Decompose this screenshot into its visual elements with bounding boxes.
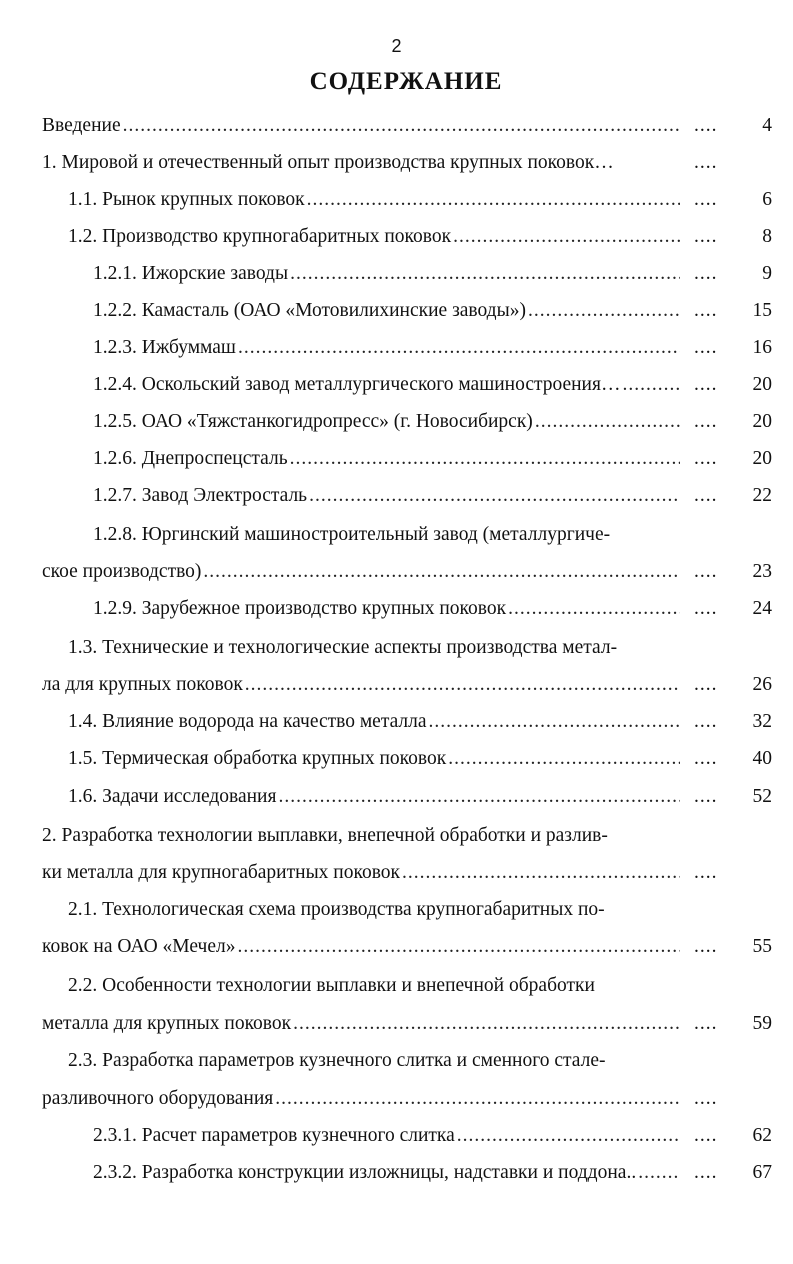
toc-entry-1-2-9[interactable] — [93, 595, 682, 623]
toc-entry-2-2[interactable]: 2.2. Особенности технологии выплавки и внепечной обработки — [68, 975, 595, 996]
toc-entry-1-2-2[interactable] — [93, 297, 682, 325]
toc-entry-text: Введение — [42, 115, 121, 136]
toc-entry-text: 1.2. Производство крупногабаритных поковок — [68, 226, 452, 247]
toc-dots: .... — [694, 674, 718, 695]
toc-entry-text: 1.5. Термическая обработка крупных поковок — [68, 748, 447, 769]
toc-dots: .... — [694, 226, 718, 247]
toc-page: 67 — [752, 1162, 772, 1183]
toc-entry-text: 1.6. Задачи исследования — [68, 786, 277, 807]
toc-entry-2-3-cont[interactable] — [42, 1085, 682, 1113]
leader-dots — [528, 297, 680, 325]
toc-page: 6 — [762, 189, 772, 210]
leader-dots — [309, 482, 680, 510]
leader-dots — [123, 112, 680, 140]
leader-dots — [203, 558, 680, 586]
toc-entry-text: 1.2.4. Оскольский завод металлургического машиностроения… — [93, 374, 621, 395]
toc-entry-text: 1.4. Влияние водорода на качество металла — [68, 711, 427, 732]
toc-dots: .... — [694, 1125, 718, 1146]
toc-page: 24 — [752, 598, 772, 619]
toc-entry-1-3[interactable]: 1.3. Технические и технологические аспекты производства метал- — [68, 637, 618, 658]
toc-entry-intro[interactable] — [42, 112, 682, 140]
toc-entry-text: 1.2.7. Завод Электросталь — [93, 485, 308, 506]
leader-dots — [429, 708, 680, 736]
toc-dots: .... — [694, 862, 718, 883]
toc-dots: .... — [694, 263, 718, 284]
toc-entry-1-2-8[interactable]: 1.2.8. Юргинский машиностроительный завод (металлургиче- — [93, 524, 611, 545]
toc-dots: .... — [694, 1088, 718, 1109]
toc-entry-chapter-2-cont[interactable] — [42, 859, 682, 887]
toc-dots: .... — [694, 300, 718, 321]
toc-dots: .... — [694, 152, 718, 173]
toc-entry-text: 1.2.5. ОАО «Тяжстанкогидропресс» (г. Новосибирск) — [93, 411, 533, 432]
toc-page: 23 — [752, 561, 772, 582]
toc-dots: .... — [694, 1162, 718, 1183]
toc-page: 20 — [752, 411, 772, 432]
toc-page: 62 — [752, 1125, 772, 1146]
leader-dots — [278, 783, 680, 811]
toc-dots: .... — [694, 1013, 718, 1034]
leader-dots — [457, 1122, 680, 1150]
toc-page: 26 — [752, 674, 772, 695]
toc-dots: .... — [694, 115, 718, 136]
toc-entry-text: ковок на ОАО «Мечел» — [42, 936, 236, 957]
toc-dots: .... — [694, 711, 718, 732]
leader-dots — [290, 260, 680, 288]
toc-entry-text: разливочного оборудования — [42, 1088, 274, 1109]
leader-dots — [238, 933, 681, 961]
toc-dots: .... — [694, 411, 718, 432]
toc-page: 4 — [762, 115, 772, 136]
toc-entry-text: 1.2.1. Ижорские заводы — [93, 263, 289, 284]
leader-dots — [238, 334, 680, 362]
leader-dots — [402, 859, 680, 887]
leader-dots — [307, 186, 680, 214]
toc-dots: .... — [694, 485, 718, 506]
toc-entry-1-2-6[interactable] — [93, 445, 682, 473]
toc-page: 9 — [762, 263, 772, 284]
toc-entry-text: ла для крупных поковок — [42, 674, 243, 695]
toc-entry-1-2-7[interactable] — [93, 482, 682, 510]
toc-entry-1-6[interactable] — [68, 783, 682, 811]
leader-dots — [245, 671, 680, 699]
leader-dots — [638, 1159, 680, 1187]
toc-entry-1-3-cont[interactable] — [42, 671, 682, 699]
toc-dots: .... — [694, 448, 718, 469]
leader-dots — [508, 595, 680, 623]
toc-entry-text: ки металла для крупногабаритных поковок — [42, 862, 401, 883]
leader-dots — [448, 745, 680, 773]
toc-page: 15 — [752, 300, 772, 321]
toc-page: 32 — [752, 711, 772, 732]
toc-entry-2-3-1[interactable] — [93, 1122, 682, 1150]
toc-entry-text: 1.1. Рынок крупных поковок — [68, 189, 305, 210]
leader-dots — [293, 1010, 680, 1038]
toc-dots: .... — [694, 561, 718, 582]
toc-dots: .... — [694, 748, 718, 769]
toc-entry-1-1[interactable] — [68, 186, 682, 214]
toc-dots: .... — [694, 936, 718, 957]
toc-page: 52 — [752, 786, 772, 807]
toc-entry-text: 2.3.2. Разработка конструкции изложницы, надставки и поддона.. — [93, 1162, 637, 1183]
toc-entry-text: металла для крупных поковок — [42, 1013, 292, 1034]
toc-entry-1-2[interactable] — [68, 223, 682, 251]
toc-entry-text: 2.3.1. Расчет параметров кузнечного слитка — [93, 1125, 455, 1146]
leader-dots — [275, 1085, 680, 1113]
leader-dots — [453, 223, 680, 251]
toc-entry-1-2-8-cont[interactable] — [42, 558, 682, 586]
toc-entry-2-1[interactable]: 2.1. Технологическая схема производства крупногабаритных по- — [68, 899, 605, 920]
toc-entry-1-5[interactable] — [68, 745, 682, 773]
toc-dots: .... — [694, 374, 718, 395]
toc-entry-text: 1.2.3. Ижбуммаш — [93, 337, 236, 358]
toc-entry-text: 1.2.9. Зарубежное производство крупных поковок — [93, 598, 507, 619]
page-number: 2 — [391, 36, 402, 56]
toc-entry-chapter-1[interactable]: 1. Мировой и отечественный опыт производства крупных поковок… — [42, 152, 614, 173]
leader-dots — [535, 408, 680, 436]
toc-page: 8 — [762, 226, 772, 247]
toc-entry-1-2-4[interactable] — [93, 371, 682, 399]
toc-dots: .... — [694, 337, 718, 358]
leader-dots — [622, 371, 680, 399]
toc-entry-1-4[interactable] — [68, 708, 682, 736]
toc-entry-2-1-cont[interactable] — [42, 933, 682, 961]
toc-page: 20 — [752, 448, 772, 469]
toc-entry-1-2-5[interactable] — [93, 408, 682, 436]
toc-entry-1-2-3[interactable] — [93, 334, 682, 362]
leader-dots — [290, 445, 680, 473]
toc-page: 40 — [752, 748, 772, 769]
toc-dots: .... — [694, 786, 718, 807]
toc-entry-2-3-2[interactable] — [93, 1159, 682, 1187]
toc-page: 55 — [752, 936, 772, 957]
toc-entry-text: ское производство) — [42, 561, 202, 582]
page-title: СОДЕРЖАНИЕ — [309, 68, 503, 95]
toc-dots: .... — [694, 598, 718, 619]
toc-entry-chapter-2[interactable]: 2. Разработка технологии выплавки, внепечной обработки и разлив- — [42, 825, 608, 846]
toc-entry-text: 1.2.6. Днепроспецсталь — [93, 448, 288, 469]
toc-page: 16 — [752, 337, 772, 358]
toc-entry-2-3[interactable]: 2.3. Разработка параметров кузнечного слитка и сменного стале- — [68, 1050, 606, 1071]
toc-page: 59 — [752, 1013, 772, 1034]
toc-entry-1-2-1[interactable] — [93, 260, 682, 288]
toc-dots: .... — [694, 189, 718, 210]
toc-entry-2-2-cont[interactable] — [42, 1010, 682, 1038]
toc-page: 20 — [752, 374, 772, 395]
toc-entry-text: 1.2.2. Камасталь (ОАО «Мотовилихинские заводы») — [93, 300, 526, 321]
toc-page: 22 — [752, 485, 772, 506]
